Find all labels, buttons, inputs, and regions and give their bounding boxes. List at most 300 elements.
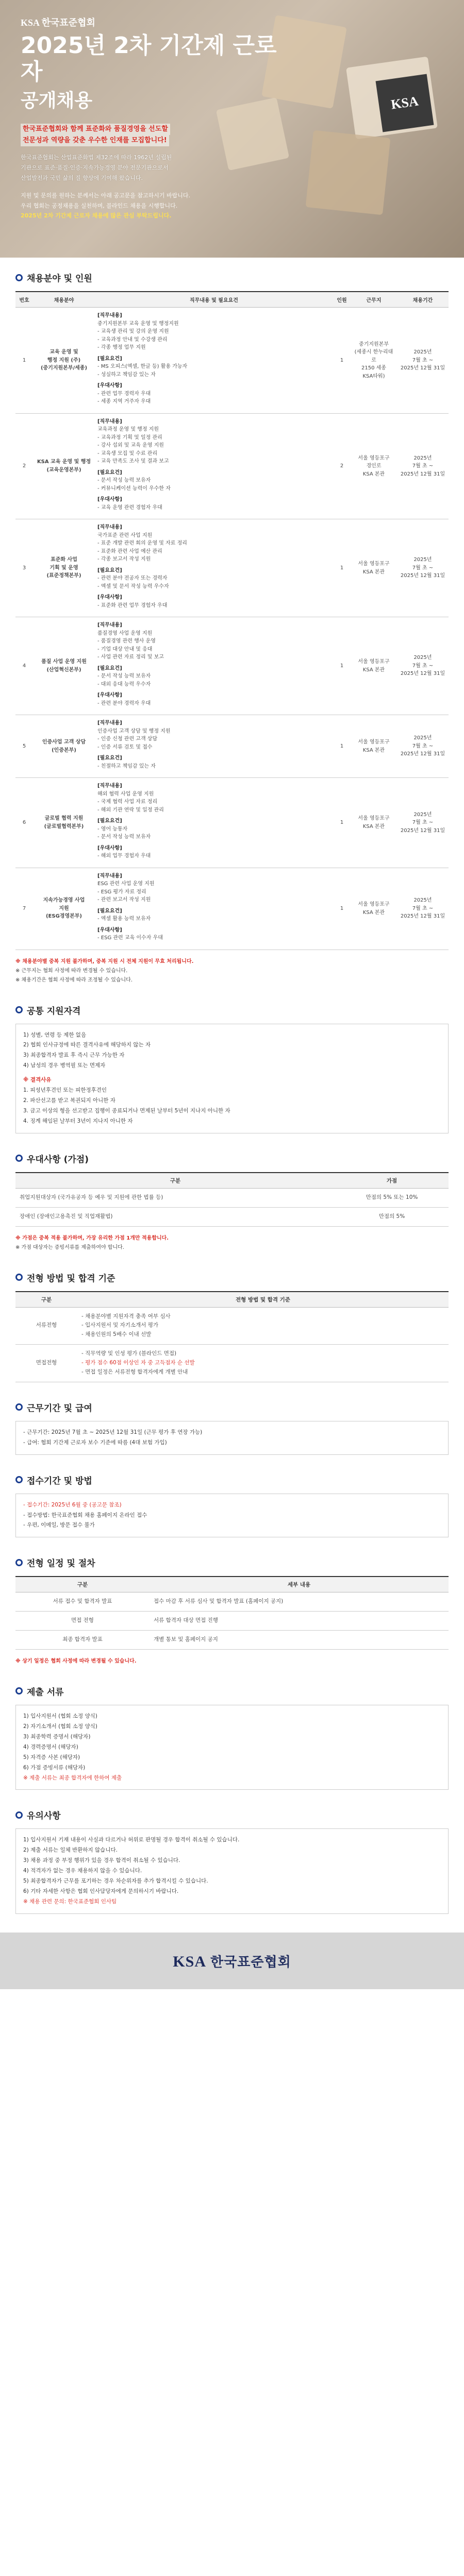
- decor-block: [306, 130, 391, 215]
- table-row: [15, 715, 449, 778]
- job-place-line: KSA 본관: [362, 823, 385, 829]
- duty-line: - 교육생 모집 및 수료 관리: [97, 450, 158, 456]
- job-period-line: 2025년: [413, 735, 432, 741]
- th-stage: 구분: [15, 1292, 77, 1308]
- hero-banner: [0, 0, 464, 258]
- duty-line: - 사업 관련 자료 정리 및 보고: [97, 654, 164, 660]
- table-row: [15, 868, 449, 950]
- hero-note: [21, 191, 289, 221]
- job-place-line: KSA 본관: [362, 747, 385, 753]
- cautions-box: [15, 1828, 449, 1914]
- duty-block: [97, 594, 330, 609]
- duty-line: - 관련 보고서 작성 지원: [97, 897, 151, 903]
- criteria-line: - 면접 일정은 서류전형 합격자에게 개별 안내: [81, 1368, 188, 1375]
- job-place-line: 서울 영등포구: [358, 455, 390, 461]
- table-row: [15, 1207, 449, 1226]
- job-field-line: 지원: [59, 905, 69, 911]
- section-title: 근무기간 및 급여: [27, 1403, 92, 1414]
- job-count: 1: [333, 617, 351, 715]
- section-bullet-icon: [15, 1006, 23, 1013]
- doc-note: ※ 제출 서류는 최종 합격자에 한하여 제출: [23, 1774, 122, 1781]
- job-place-line: 중기지원본부: [359, 341, 389, 347]
- pref-cell: 만점의 5% 또는 10%: [335, 1188, 449, 1207]
- duty-line: 품질경영 사업 운영 지원: [97, 630, 153, 636]
- criteria-line: - 평가 점수 60점 이상인 자 중 고득점자 순 선발: [81, 1360, 195, 1366]
- job-place-line: 서울 영등포구: [358, 739, 390, 745]
- section-work: [0, 1387, 464, 1460]
- job-count: 2: [333, 413, 351, 519]
- duty-line: - 문서 작성 능력 보유자: [97, 673, 151, 679]
- job-field-line: 교육 운영 및: [49, 349, 78, 355]
- table-row: [15, 1345, 449, 1382]
- job-no: 1: [15, 308, 33, 414]
- duty-line: 인증사업 고객 상담 및 행정 지원: [97, 728, 171, 734]
- duty-block: [97, 782, 330, 814]
- job-field-line: 품질 사업 운영 지원: [41, 659, 87, 665]
- job-duty: [95, 308, 333, 414]
- pref-table: [15, 1172, 449, 1227]
- apply-line: - 우편, 이메일, 방문 접수 불가: [23, 1522, 95, 1529]
- job-field-line: (글로벌협력본부): [44, 823, 84, 829]
- job-period-line: 2025년 12월 31일: [400, 365, 445, 371]
- job-duty: [95, 715, 333, 778]
- duty-line: 중기지원본부 교육 운영 및 행정지원: [97, 320, 179, 327]
- duty-line: - 해외 기관 연락 및 일정 관리: [97, 807, 164, 813]
- job-field: [33, 519, 95, 617]
- duty-line: - 커뮤니케이션 능력이 우수한 자: [97, 485, 171, 492]
- job-place-line: 서울 영등포구: [358, 902, 390, 907]
- doc-line: 2) 자기소개서 (협회 소정 양식): [23, 1723, 97, 1730]
- job-count: 1: [333, 519, 351, 617]
- job-no: 5: [15, 715, 33, 778]
- job-duty: [95, 868, 333, 950]
- duty-block: [97, 691, 330, 707]
- th-step: 구분: [15, 1577, 150, 1592]
- job-period: [397, 868, 449, 950]
- section-title: 공통 지원자격: [27, 1006, 81, 1016]
- criteria-line: - 채용분야별 지원자격 충족 여부 심사: [81, 1313, 171, 1319]
- ksa-tile-logo: KSA: [376, 74, 434, 132]
- duty-block: [97, 523, 330, 564]
- table-row: [15, 519, 449, 617]
- work-box: [15, 1421, 449, 1455]
- docs-box: [15, 1705, 449, 1790]
- job-field-line: 인증사업 고객 상담: [42, 739, 86, 745]
- duty-line: - 친절하고 책임감 있는 자: [97, 763, 156, 769]
- hero-lead: [21, 124, 289, 146]
- duty-block: [97, 621, 330, 662]
- req-line: 3) 최종합격자 발표 후 즉시 근무 가능한 자: [23, 1052, 125, 1059]
- job-period-line: 2025년 12월 31일: [400, 671, 445, 677]
- duty-line: - MS 오피스(엑셀, 한글 등) 활용 가능자: [97, 364, 188, 369]
- job-period: [397, 715, 449, 778]
- job-period-line: 7월 초 ~: [412, 820, 434, 825]
- duty-line: - 영어 능통자: [97, 826, 128, 832]
- note-line: ※ 상기 일정은 협회 사정에 따라 변경될 수 있습니다.: [15, 1658, 137, 1664]
- contact-line: ※ 채용 관련 문의: 한국표준협회 인사팀: [23, 1899, 117, 1905]
- section-bullet-icon: [15, 1476, 23, 1483]
- caution-line: 3) 채용 과정 중 부정 행위가 있을 경우 합격이 취소될 수 있습니다.: [23, 1857, 180, 1864]
- section-title: 전형 일정 및 절차: [27, 1558, 95, 1569]
- section-title: 전형 방법 및 합격 기준: [27, 1273, 115, 1284]
- job-duty: [95, 617, 333, 715]
- job-period: [397, 617, 449, 715]
- duty-heading: [직무내용]: [97, 313, 122, 318]
- section-title: 우대사항 (가점): [27, 1154, 89, 1165]
- job-period-line: 2025년: [413, 557, 432, 563]
- duty-heading: [직무내용]: [97, 524, 122, 530]
- duty-line: - 문서 작성 능력 보유자: [97, 478, 151, 483]
- duty-line: - 강사 섭외 및 교육 운영 지원: [97, 443, 164, 448]
- section-screening: [0, 1258, 464, 1387]
- job-place: [351, 617, 397, 715]
- duty-heading: [직무내용]: [97, 720, 122, 726]
- disqualify-line: 1. 피성년후견인 또는 피한정후견인: [23, 1087, 107, 1094]
- job-period: [397, 413, 449, 519]
- job-place-line: 경인로: [366, 463, 382, 469]
- duty-line: - 교육과정 기획 및 일정 관리: [97, 434, 162, 440]
- job-place-line: (세종시 한누리대로: [354, 349, 393, 363]
- section-bullet-icon: [15, 1403, 23, 1411]
- duty-line: - 표준화 관련 사업 예산 관리: [97, 548, 162, 554]
- duty-heading: [필요요건]: [97, 908, 122, 914]
- table-row: [15, 1188, 449, 1207]
- job-period: [397, 308, 449, 414]
- step-name: 면접 전형: [15, 1612, 150, 1631]
- job-period-line: 2025년: [413, 897, 432, 904]
- duty-heading: [필요요건]: [97, 818, 122, 824]
- table-row: [15, 1631, 449, 1650]
- section-title: 접수기간 및 방법: [27, 1476, 92, 1486]
- duty-line: - 엑셀 활용 능력 보유자: [97, 916, 151, 922]
- apply-line[interactable]: - 접수방법: 한국표준협회 채용 홈페이지 온라인 접수: [23, 1512, 147, 1518]
- hero-title: 2025년 2차 기간제 근로자: [21, 32, 277, 85]
- duty-heading: [필요요건]: [97, 567, 122, 573]
- duty-line: - 교육 만족도 조사 및 결과 보고: [97, 459, 169, 464]
- section-title: 유의사항: [27, 1811, 61, 1822]
- duty-block: [97, 665, 330, 689]
- job-period-line: 2025년 12월 31일: [400, 751, 445, 757]
- section-bullet-icon: [15, 1155, 23, 1162]
- job-place-line: KSA 본관: [362, 667, 385, 673]
- th-category: 구분: [15, 1173, 335, 1189]
- job-field-line: 기획 및 운영: [49, 565, 78, 571]
- caution-line: 1) 입사지원서 기재 내용이 사실과 다르거나 허위로 판명될 경우 합격이 취소될 수 있습니다.: [23, 1837, 240, 1843]
- job-period-line: 2025년: [413, 811, 432, 818]
- job-period-line: 7월 초 ~: [412, 743, 434, 749]
- job-place-line: KSA 본관: [362, 569, 385, 575]
- note-line: ※ 근무지는 협회 사정에 따라 변경될 수 있습니다.: [15, 968, 128, 974]
- job-field-line: (인증본부): [52, 747, 76, 753]
- duty-block: [97, 496, 330, 512]
- stage-name: 서류전형: [15, 1307, 77, 1345]
- duty-heading: [우대사항]: [97, 927, 122, 933]
- job-period-line: 2025년: [413, 349, 432, 355]
- job-period-line: 2025년: [413, 455, 432, 461]
- hero-desc: [21, 152, 289, 183]
- step-name: 서류 접수 및 합격자 발표: [15, 1592, 150, 1612]
- hero-note-line: 지원 및 문의를 원하는 분께서는 아래 공고문을 참고하시기 바랍니다.: [21, 192, 190, 199]
- note-line: ※ 채용분야별 중복 지원 불가하며, 중복 지원 시 전체 지원이 무효 처리됩니다.: [15, 958, 194, 964]
- duty-block: [97, 907, 330, 923]
- section-bullet-icon: [15, 274, 23, 281]
- duty-heading: [필요요건]: [97, 665, 122, 671]
- req-line: 2) 협회 인사규정에 따른 결격사유에 해당하지 않는 자: [23, 1042, 151, 1048]
- disqualify-line: 2. 파산선고를 받고 복권되지 아니한 자: [23, 1097, 115, 1104]
- duty-line: - 교육 운영 관련 경험자 우대: [97, 504, 162, 511]
- job-field: [33, 778, 95, 868]
- job-period-line: 7월 초 ~: [412, 463, 434, 469]
- duty-line: - 교육과정 안내 및 수강생 관리: [97, 336, 168, 343]
- caution-line: 5) 최종합격자가 근무를 포기하는 경우 차순위자를 추가 합격시킬 수 있습니다.: [23, 1878, 208, 1885]
- job-count: 1: [333, 868, 351, 950]
- note-line: ※ 가점은 중복 적용 불가하며, 가장 유리한 가점 1개만 적용합니다.: [15, 1235, 169, 1241]
- duty-line: - 인증 서류 검토 및 접수: [97, 744, 153, 750]
- duty-line: - 표준화 관련 업무 경험자 우대: [97, 602, 168, 608]
- duty-block: [97, 567, 330, 591]
- section-common-req: [0, 990, 464, 1139]
- duty-line: - 해외 업무 경험자 우대: [97, 853, 151, 859]
- duty-line: - 관련 업무 경력자 우대: [97, 391, 151, 397]
- criteria-line: - 입사지원서 및 자기소개서 평가: [81, 1322, 158, 1329]
- duty-heading: [우대사항]: [97, 595, 122, 600]
- job-period-line: 7월 초 ~: [412, 565, 434, 571]
- table-row: [15, 778, 449, 868]
- job-place-line: 2150 세종: [361, 365, 386, 371]
- doc-line: 3) 최종학력 증명서 (해당자): [23, 1733, 91, 1740]
- step-detail: 서류 합격자 대상 면접 진행: [150, 1612, 449, 1631]
- th-points: 가점: [335, 1173, 449, 1189]
- pref-cell: 취업지원대상자 (국가유공자 등 예우 및 지원에 관한 법률 등): [15, 1188, 335, 1207]
- job-place-line: 서울 영등포구: [358, 561, 390, 567]
- disqualify-title: ※ 결격사유: [23, 1077, 52, 1083]
- th-no: 번호: [15, 292, 33, 308]
- duty-block: [97, 382, 330, 406]
- job-count: 1: [333, 308, 351, 414]
- section-cautions: [0, 1795, 464, 1919]
- table-row: [15, 1592, 449, 1612]
- th-criteria: 전형 방법 및 합격 기준: [77, 1292, 449, 1308]
- job-field-line: (산업혁신본부): [46, 667, 81, 673]
- duty-heading: [직무내용]: [97, 418, 122, 425]
- job-place-line: 서울 영등포구: [358, 816, 390, 822]
- job-field: [33, 617, 95, 715]
- screening-table: [15, 1291, 449, 1382]
- job-field: [33, 308, 95, 414]
- duty-heading: [우대사항]: [97, 845, 122, 851]
- job-period-line: 2025년 12월 31일: [400, 827, 445, 834]
- duty-block: [97, 817, 330, 841]
- job-no: 2: [15, 413, 33, 519]
- hero-note-line: 우리 협회는 공정채용을 실천하며, 블라인드 채용을 시행합니다.: [21, 202, 178, 209]
- duty-line: - 세종 지역 거주자 우대: [97, 399, 151, 404]
- footer-logo: [173, 1952, 291, 1971]
- hero-note-line: 2025년 2차 기간제 근로자 채용에 많은 관심 부탁드립니다.: [21, 212, 172, 219]
- work-line: - 근무기간: 2025년 7월 초 ~ 2025년 12월 31일 (근무 평가 후 연장 가능): [23, 1429, 203, 1435]
- section-bullet-icon: [15, 1811, 23, 1819]
- duty-line: - 문서 작성 능력 보유자: [97, 834, 151, 840]
- job-period-line: 2025년 12월 31일: [400, 573, 445, 579]
- job-place-line: KSA 본관: [362, 909, 385, 916]
- job-field: [33, 868, 95, 950]
- th-detail: 세부 내용: [150, 1577, 449, 1592]
- job-place: [351, 778, 397, 868]
- section-bullet-icon: [15, 1559, 23, 1566]
- jobs-notes: [15, 957, 449, 985]
- apply-line: - 접수기간: 2025년 6월 중 (공고문 참조): [23, 1501, 122, 1508]
- duty-block: [97, 719, 330, 751]
- job-period-line: 7월 초 ~: [412, 663, 434, 669]
- section-docs: [0, 1671, 464, 1795]
- duty-heading: [우대사항]: [97, 692, 122, 698]
- job-field-line: (교육운영본부): [46, 467, 81, 473]
- duty-heading: [직무내용]: [97, 873, 122, 879]
- hero-subtitle: 공개채용: [21, 90, 93, 112]
- job-place: [351, 715, 397, 778]
- section-preferences: [0, 1139, 464, 1258]
- stage-name: 면접전형: [15, 1345, 77, 1382]
- duty-line: 교육과정 운영 및 행정 지원: [97, 427, 159, 432]
- job-no: 6: [15, 778, 33, 868]
- duty-line: - 기업 대상 안내 및 응대: [97, 646, 153, 652]
- duty-line: 국가표준 관련 사업 지원: [97, 532, 153, 538]
- doc-line: 4) 경력증명서 (해당자): [23, 1743, 78, 1750]
- duty-line: - 각종 행정 업무 지원: [97, 345, 146, 350]
- duty-line: - 관련 분야 전공자 또는 경력자: [97, 575, 168, 581]
- caution-line: 6) 기타 자세한 사항은 협회 인사담당자에게 문의하시기 바랍니다.: [23, 1888, 179, 1895]
- job-place-line: 서울 영등포구: [358, 659, 390, 665]
- footer: [0, 1933, 464, 1989]
- criteria-line: - 직무역량 및 인성 평가 (블라인드 면접): [81, 1350, 177, 1357]
- duty-line: - ESG 관련 교육 이수자 우대: [97, 935, 163, 941]
- table-row: [15, 1612, 449, 1631]
- job-count: 1: [333, 778, 351, 868]
- duty-line: - 성실하고 책임감 있는 자: [97, 371, 156, 378]
- duty-line: ESG 관련 사업 운영 지원: [97, 881, 155, 887]
- table-row: [15, 413, 449, 519]
- hero-desc-line: 한국표준협회는 산업표준화법 제32조에 따라 1962년 설립된: [21, 154, 172, 161]
- job-field-line: (ESG경영본부): [45, 913, 82, 920]
- table-row: [15, 1307, 449, 1345]
- duty-block: [97, 312, 330, 352]
- duty-heading: [우대사항]: [97, 383, 122, 388]
- doc-line: 5) 자격증 사본 (해당자): [23, 1754, 80, 1760]
- doc-line: 6) 가점 증빙서류 (해당자): [23, 1764, 86, 1771]
- job-field-line: KSA 교육 운영 및 행정: [37, 459, 91, 465]
- table-row: [15, 308, 449, 414]
- duty-line: - 엑셀 및 문서 작성 능력 우수자: [97, 583, 169, 589]
- disqualify-line: 3. 금고 이상의 형을 선고받고 집행이 종료되거나 면제된 날부터 5년이 지나지 아니한 자: [23, 1108, 230, 1114]
- caution-line: 2) 제출 서류는 일체 반환하지 않습니다.: [23, 1847, 118, 1854]
- job-period: [397, 519, 449, 617]
- duty-heading: [필요요건]: [97, 355, 122, 362]
- duty-block: [97, 926, 330, 942]
- req-line: 1) 성별, 연령 등 제한 없음: [23, 1031, 87, 1038]
- job-count: 1: [333, 715, 351, 778]
- job-period: [397, 778, 449, 868]
- job-field-line: 글로벌 협력 지원: [44, 816, 84, 822]
- duty-line: - 관련 분야 경력자 우대: [97, 700, 151, 706]
- step-name: 최종 합격자 발표: [15, 1631, 150, 1650]
- duty-heading: [직무내용]: [97, 783, 122, 789]
- duty-block: [97, 872, 330, 904]
- step-detail: 개별 통보 및 홈페이지 공지: [150, 1631, 449, 1650]
- section-apply: [0, 1460, 464, 1543]
- job-place: [351, 413, 397, 519]
- duty-line: - 각종 보고서 작성 지원: [97, 556, 151, 562]
- duty-block: [97, 754, 330, 770]
- section-bullet-icon: [15, 1687, 23, 1694]
- work-line: - 급여: 협회 기간제 근로자 보수 기준에 따름 (4대 보험 가입): [23, 1439, 167, 1446]
- table-row: [15, 617, 449, 715]
- criteria-line: - 채용인원의 5배수 이내 선발: [81, 1331, 152, 1338]
- duty-block: [97, 355, 330, 379]
- duty-line: - ESG 평가 자료 정리: [97, 889, 146, 895]
- th-count: 인원: [333, 292, 351, 308]
- duty-line: - 대외 응대 능력 우수자: [97, 681, 151, 687]
- hero-desc-line: 기관으로 표준·품질·인증·지속가능경영 분야 전문기관으로서: [21, 164, 169, 172]
- req-line: 4) 남성의 경우 병역필 또는 면제자: [23, 1062, 106, 1069]
- disqualify-line: 4. 징계 해임된 날부터 3년이 지나지 아니한 자: [23, 1118, 133, 1124]
- section-schedule: [0, 1543, 464, 1671]
- th-duty: 직무내용 및 필요요건: [95, 292, 333, 308]
- job-place: [351, 308, 397, 414]
- duty-line: - 국제 협력 사업 자료 정리: [97, 799, 158, 805]
- job-period-line: 7월 초 ~: [412, 357, 434, 363]
- duty-line: 해외 협력 사업 운영 지원: [97, 791, 154, 797]
- job-period-line: 2025년: [413, 655, 432, 661]
- job-period-line: 2025년 12월 31일: [400, 471, 445, 477]
- job-duty: [95, 413, 333, 519]
- duty-heading: [필요요건]: [97, 469, 122, 476]
- job-no: 4: [15, 617, 33, 715]
- schedule-table: [15, 1576, 449, 1650]
- job-no: 7: [15, 868, 33, 950]
- job-place-line: KSA 본관: [362, 471, 385, 477]
- job-duty: [95, 519, 333, 617]
- doc-line: 1) 입사지원서 (협회 소정 양식): [23, 1713, 97, 1719]
- duty-line: - 표준 개발 관련 회의 운영 및 자료 정리: [97, 540, 187, 546]
- step-detail: 접수 마감 후 서류 심사 및 합격자 발표 (홈페이지 공지): [150, 1592, 449, 1612]
- hero-lead-line: 한국표준협회와 함께 표준화와 품질경영을 선도할: [21, 124, 170, 135]
- job-field: [33, 413, 95, 519]
- duty-line: - 인증 신청 관련 고객 상담: [97, 736, 158, 742]
- duty-heading: [필요요건]: [97, 755, 122, 761]
- apply-box: [15, 1494, 449, 1538]
- duty-heading: [우대사항]: [97, 497, 122, 502]
- job-field-line: 지속가능경영 사업: [43, 897, 85, 904]
- section-title: 제출 서류: [27, 1687, 64, 1698]
- pref-cell: 장애인 (장애인고용촉진 및 직업재활법): [15, 1207, 335, 1226]
- duty-line: - 품질경영 관련 행사 운영: [97, 638, 156, 644]
- pref-notes: [15, 1234, 449, 1252]
- stage-criteria: [77, 1345, 449, 1382]
- note-line: ※ 채용기간은 협회 사정에 따라 조정될 수 있습니다.: [15, 977, 133, 983]
- section-title: 채용분야 및 인원: [27, 274, 92, 284]
- duty-block: [97, 844, 330, 860]
- th-place: 근무지: [351, 292, 397, 308]
- footer-logo-org: 한국표준협회: [210, 1954, 291, 1970]
- job-place-line: KSA타워): [362, 373, 385, 379]
- common-req-box: [15, 1024, 449, 1133]
- job-place: [351, 868, 397, 950]
- note-line: ※ 가점 대상자는 증빙서류를 제출하여야 합니다.: [15, 1244, 124, 1250]
- job-field-line: 행정 지원 (주): [47, 357, 81, 363]
- job-no: 3: [15, 519, 33, 617]
- hero-lead-line: 전문성과 역량을 갖춘 우수한 인재를 모집합니다!: [21, 135, 169, 146]
- duty-line: - 교육생 관리 및 강의 운영 지원: [97, 329, 169, 334]
- duty-heading: [직무내용]: [97, 622, 122, 628]
